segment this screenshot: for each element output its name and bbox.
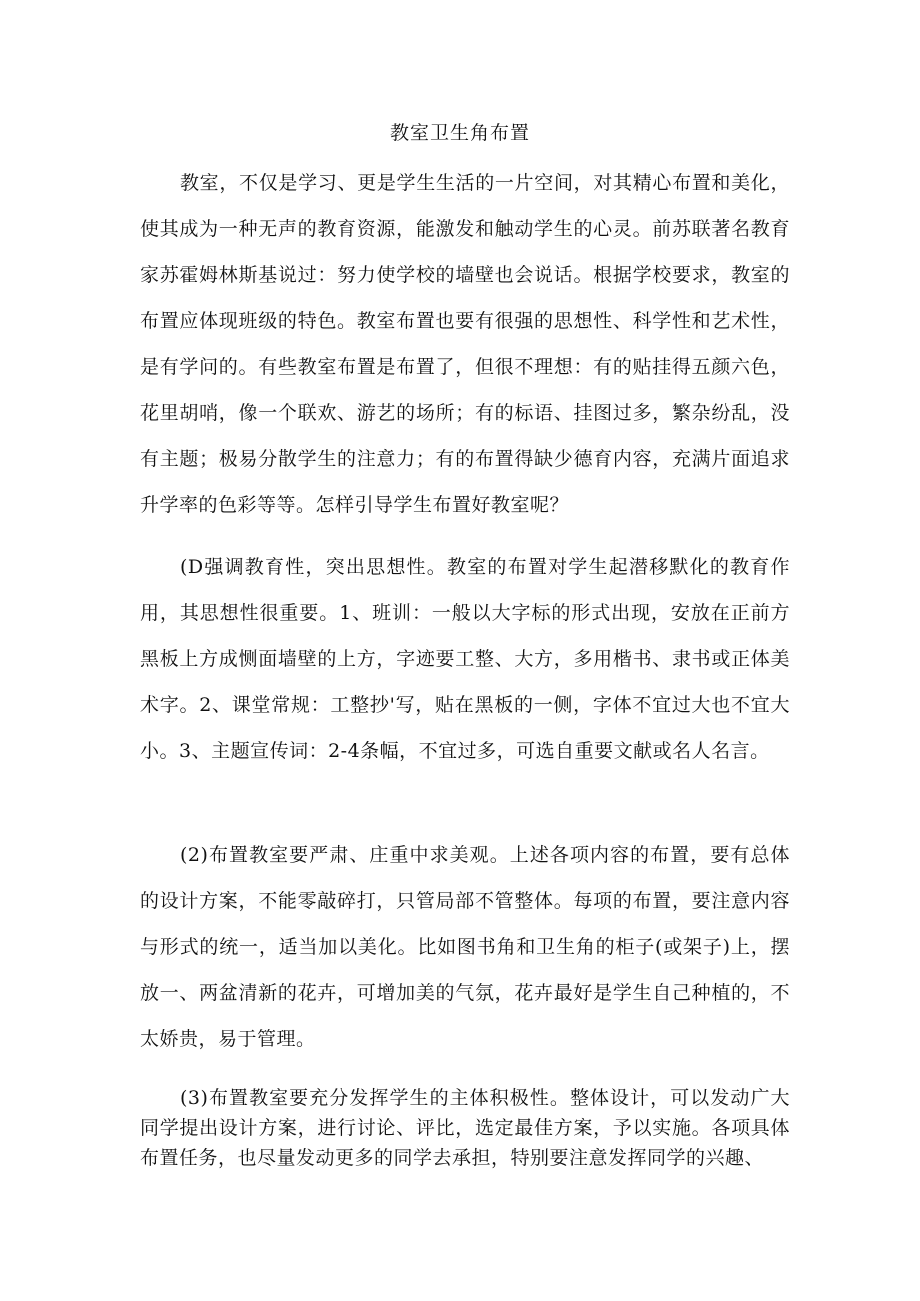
paragraph-point-1: (D强调教育性，突出思想性。教室的布置对学生起潜移默化的教育作用，其思想性很重要。1、班训：一般以大字标的形式出现，安放在正前方黑板上方成恻面墙壁的上方，字迹要工整、大方，多用楷书、隶书或正体美术字。2、课堂常规：工整抄'写，贴在黑板的一侧，字体不宜过大也不宜大小。3、主题宣传词：2-4条幅，不宜过多，可选自重要文献或名人名言。	[140, 556, 790, 762]
paragraph-intro: 教室，不仅是学习、更是学生生活的一片空间，对其精心布置和美化，使其成为一种无声的教育资源，能激发和触动学生的心灵。前苏联著名教育家苏霍姆林斯基说过：努力使学校的墙壁也会说话。根据学校要求，教室的布置应体现班级的特色。教室布置也要有很强的思想性、科学性和艺术性，是有学问的。有些教室布置是布置了，但很不理想：有的贴挂得五颜六色，花里胡哨，像一个联欢、游艺的场所；有的标语、挂图过多，繁杂纷乱，没有主题；极易分散学生的注意力；有的布置得缺少德育内容，充满片面追求升学率的色彩等等。怎样引导学生布置好教室呢？	[140, 172, 790, 516]
paragraph-point-2: (2)布置教室要严肃、庄重中求美观。上述各项内容的布置，要有总体的设计方案，不能零敲碎打，只管局部不管整体。每项的布置，要注意内容与形式的统一，适当加以美化。比如图书角和卫生角的柜子(或架子)上，摆放一、两盆清新的花卉，可增加美的气氛，花卉最好是学生自己种植的，不太娇贵，易于管理。	[140, 844, 790, 1050]
document-title: 教室卫生角布置	[389, 122, 530, 144]
paragraph-point-3: (3)布置教室要充分发挥学生的主体积极性。整体设计，可以发动广大同学提出设计方案，进行讨论、评比，选定最佳方案，予以实施。各项具体布置任务，也尽量发动更多的同学去承担，特别要注意发挥同学的兴趣、	[140, 1087, 790, 1169]
